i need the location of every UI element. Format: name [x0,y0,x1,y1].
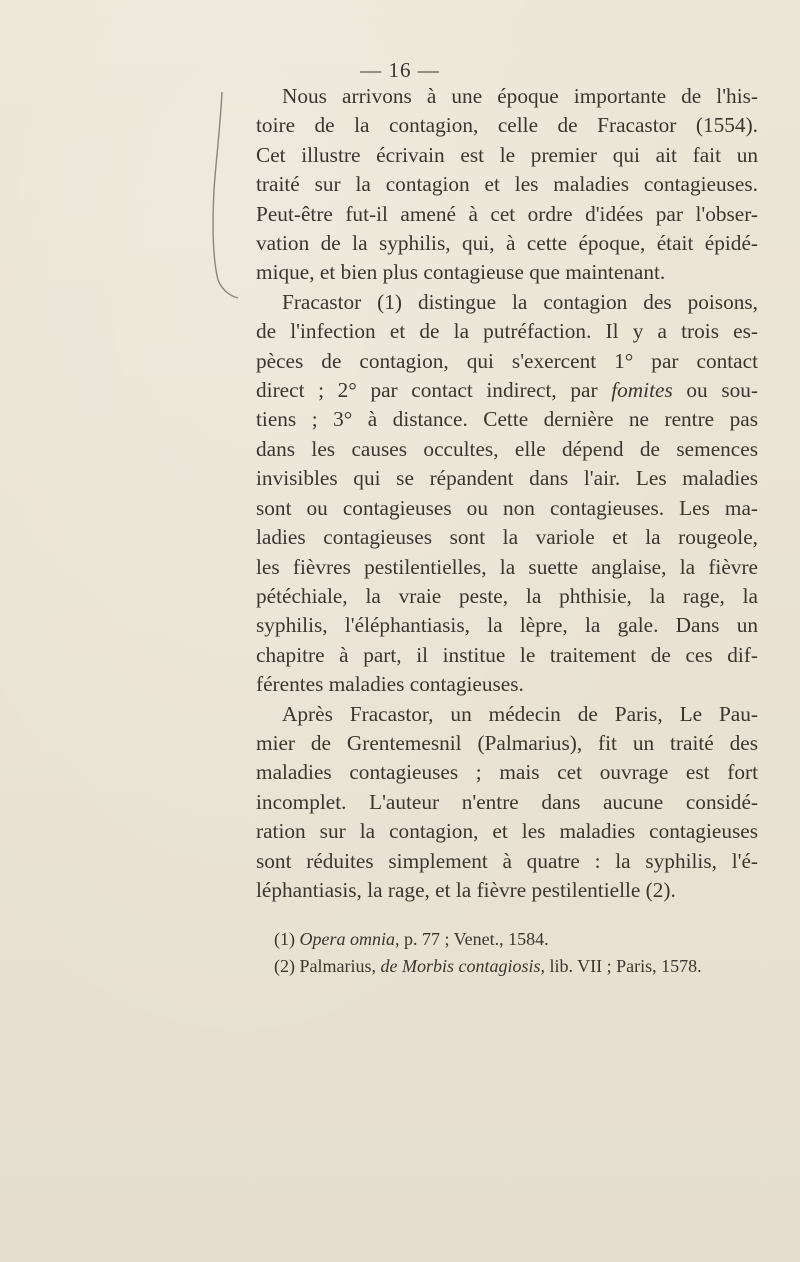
footnote-number: (2) [274,956,295,976]
text-line: Fracastor (1) distingue la contagion des poisons, [282,289,758,314]
text-fragment: direct ; 2° par contact indirect, par [256,378,598,403]
footnote-text: lib. VII ; Paris, 1578. [549,956,702,976]
text-line: sont ou contagieuses ou non contagieuses. Les ma- [256,495,758,520]
text-line: férentes maladies contagieuses. [256,672,524,697]
body-text [256,82,758,905]
text-fragment: ou sou- [686,378,758,403]
page-number: — 16 — [360,58,440,82]
text-line: vation de la syphilis, qui, à cette époque, était épidé- [256,231,758,256]
text-line: dans les causes occultes, elle dépend de semences [256,436,758,461]
text-line: Cet illustre écrivain est le premier qui ait fait un [256,142,758,167]
text-line: ladies contagieuses sont la variole et la rougeole, [256,525,758,550]
text-line: maladies contagieuses ; mais cet ouvrage est fort [256,760,758,785]
text-line: Après Fracastor, un médecin de Paris, Le Pau- [282,701,758,726]
text-line: traité sur la contagion et les maladies contagieuses. [256,172,758,197]
footnotes [256,926,776,980]
footnote [256,926,776,953]
footnote-number: (1) [274,929,295,949]
text-line: toire de la contagion, celle de Fracastor (1554). [256,113,758,138]
text-line: incomplet. L'auteur n'entre dans aucune considé- [256,789,758,814]
text-line: Nous arrivons à une époque importante de l'his- [282,84,758,108]
text-line-with-italic [256,376,758,405]
text-line: léphantiasis, la rage, et la fièvre pestilentielle (2). [256,877,676,902]
text-line: pétéchiale, la vraie peste, la phthisie, la rage, la [256,583,758,608]
text-line: mique, et bien plus contagieuse que maintenant. [256,260,666,285]
text-line: invisibles qui se répandent dans l'air. Les maladies [256,466,758,491]
text-line: pèces de contagion, qui s'exercent 1° par contact [256,348,758,373]
text-line: chapitre à part, il institue le traitement de ces dif- [256,642,758,667]
footnote-title: Opera omnia, [299,929,400,949]
footnote-author: Palmarius, [299,956,376,976]
text-line: de l'infection et de la putréfaction. Il y a trois es- [256,319,758,344]
text-line: mier de Grentemesnil (Palmarius), fit un traité des [256,730,758,755]
text-line: syphilis, l'éléphantiasis, la lèpre, la gale. Dans un [256,613,758,638]
footnote-title: de Morbis contagiosis, [380,956,545,976]
text-line: tiens ; 3° à distance. Cette dernière ne rentre pas [256,407,758,432]
footnote [256,953,776,980]
text-line: sont réduites simplement à quatre : la syphilis, l'é- [256,848,758,873]
text-line: ration sur la contagion, et les maladies contagieuses [256,819,758,844]
text-line: les fièvres pestilentielles, la suette anglaise, la fièvre [256,554,758,579]
footnote-text: p. 77 ; Venet., 1584. [404,929,549,949]
italic-term: fomites [611,378,673,403]
text-line: Peut-être fut-il amené à cet ordre d'idées par l'obser- [256,201,758,226]
pencil-margin-mark [200,90,240,300]
